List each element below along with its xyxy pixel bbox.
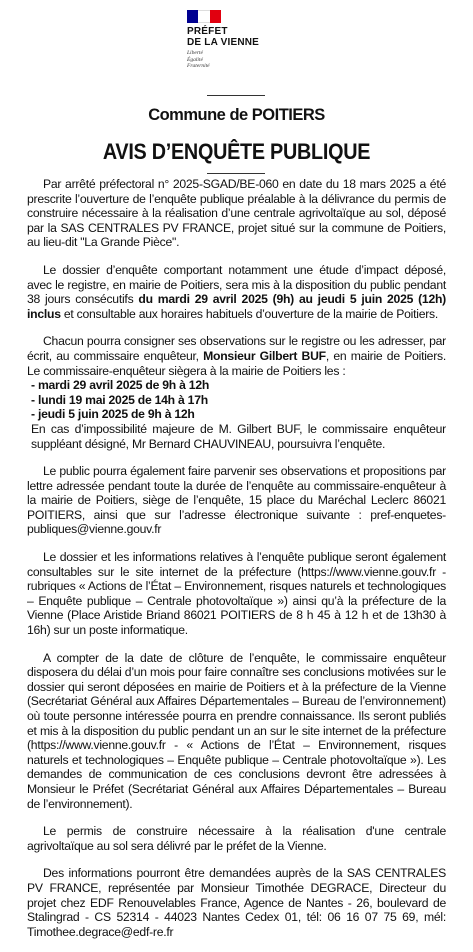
french-flag-icon <box>187 10 221 23</box>
paragraph-website: Le dossier et les informations relatives à l’enquête publique seront également consultables sur le site internet de la préfecture (https://www.vienne.gouv.fr - rubriques « Actions de l’État – Environnement, risques naturels et technologiques – Enquête publique – Centrale photovoltaïque ») ainsi qu’à la préfecture de la Vienne (Place Aristide Briand 86021 POITIERS de 8 h 45 à 12 h et de 13h30 à 16h) sur un poste informatique. <box>27 550 446 638</box>
flag-blue-stripe <box>187 10 198 23</box>
motto-fraternite: Fraternité <box>187 63 210 69</box>
paragraph-letters: Le public pourra également faire parvenir ses observations et propositions par lettre adressée pendant toute la durée de l’enquête au commissaire-enquêteur à la mairie de Poitiers, siège de l’enquête, 15 place du Maréchal Leclerc 86021 POITIERS, ainsi que sur l’adresse électronique suivante : pref-enquetes-publiques@vienne.gouv.fr <box>27 464 446 537</box>
commune-heading: Commune de POITIERS <box>148 106 325 124</box>
logo-line-prefet: PRÉFET <box>187 26 228 37</box>
paragraph-dossier <box>27 263 446 321</box>
notice-body <box>27 177 446 952</box>
paragraph-substitute: En cas d’impossibilité majeure de M. Gilbert BUF, le commissaire enquêteur suppléant désigné, Mr Bernard CHAUVINEAU, poursuivra l’enquête. <box>31 421 446 451</box>
flag-red-stripe <box>210 10 221 23</box>
observations-text-b: , en mairie de Poitiers. Le commissaire-enquêteur siègera à la mairie de Poitiers les : <box>27 348 446 378</box>
motto-egalite: Égalité <box>187 56 203 63</box>
paragraph-permit: Le permis de construire nécessaire à la réalisation d'une centrale agrivoltaïque au sol sera délivré par le préfet de la Vienne. <box>27 824 446 853</box>
paragraph-arrete: Par arrêté préfectoral n° 2025-SGAD/BE-060 en date du 18 mars 2025 a été prescrite l’ouverture de l’enquête publique préalable à la délivrance du permis de construire nécessaire à la réalisation d’une centrale agrivoltaïque au sol, déposé par la SAS CENTRALES PV FRANCE, projet situé sur la commune de Poitiers, au lieu-dit "La Grande Pièce". <box>27 177 446 250</box>
header-rule-top <box>207 95 265 96</box>
paragraph-contact: Des informations pourront être demandées auprès de la SAS CENTRALES PV FRANCE, représentée par Monsieur Timothée DEGRACE, Directeur du projet chez EDF Renouvelables France, Agence de Nantes - 26, boulevard de Stalingrad - CS 52314 - 44023 Nantes Cedex 01, tél: 06 16 07 75 69, mél: Timothee.degrace@edf-re.fr <box>27 866 446 939</box>
header-rule-bottom <box>207 173 265 174</box>
dossier-dates: du mardi 29 avril 2025 (9h) au jeudi 5 juin 2025 (12h) inclus <box>27 292 446 321</box>
paragraph-observations <box>27 334 446 378</box>
flag-white-stripe <box>198 10 209 23</box>
motto-liberte: Liberté <box>187 50 203 56</box>
permanence-date: - lundi 19 mai 2025 de 14h à 17h <box>31 392 208 407</box>
observations-text-a: Chacun pourra consigner ses observations sur le registre ou les adresser, par écrit, au commissaire enquêteur, <box>27 334 446 363</box>
dossier-text-b: et consultable aux horaires habituels d’ouverture de la mairie de Poitiers. <box>60 306 439 321</box>
permanence-date: - mardi 29 avril 2025 de 9h à 12h <box>31 378 210 393</box>
logo-line-vienne: DE LA VIENNE <box>187 37 260 48</box>
permanence-date: - jeudi 5 juin 2025 de 9h à 12h <box>31 407 195 422</box>
notice-title: AVIS D’ENQUÊTE PUBLIQUE <box>102 139 371 164</box>
paragraph-conclusions: A compter de la date de clôture de l’enquête, le commissaire enquêteur disposera du délai d’un mois pour faire connaître ses conclusions motivées sur le dossier qui seront déposées en mairie de Poitiers et à la préfecture de la Vienne (Secrétariat Général aux Affaires Départementales – Bureau de l’environnement) où toute personne intéressée pourra en prendre connaissance. Ils seront publiés et mis à la disposition du public pendant un an sur le site internet de la préfecture (https://www.vienne.gouv.fr - « Actions de l’État – Environnement, risques naturels et technologiques – Enquête publique – Centrale photovoltaïque »). Les demandes de communication de ces conclusions devront être adressées à Monsieur le Préfet (Secrétariat Général aux Affaires Départementales – Bureau de l’environnement). <box>27 650 446 811</box>
permanence-dates <box>27 378 446 422</box>
logo-motto <box>187 50 287 70</box>
dossier-text-a: Le dossier d’enquête comportant notamment une étude d’impact déposé, avec le registre, en mairie de Poitiers, sera mis à la disposition du public pendant 38 jours consécutifs <box>27 262 446 307</box>
commissioner-name: Monsieur Gilbert BUF <box>203 348 326 363</box>
prefecture-logo <box>187 10 287 70</box>
